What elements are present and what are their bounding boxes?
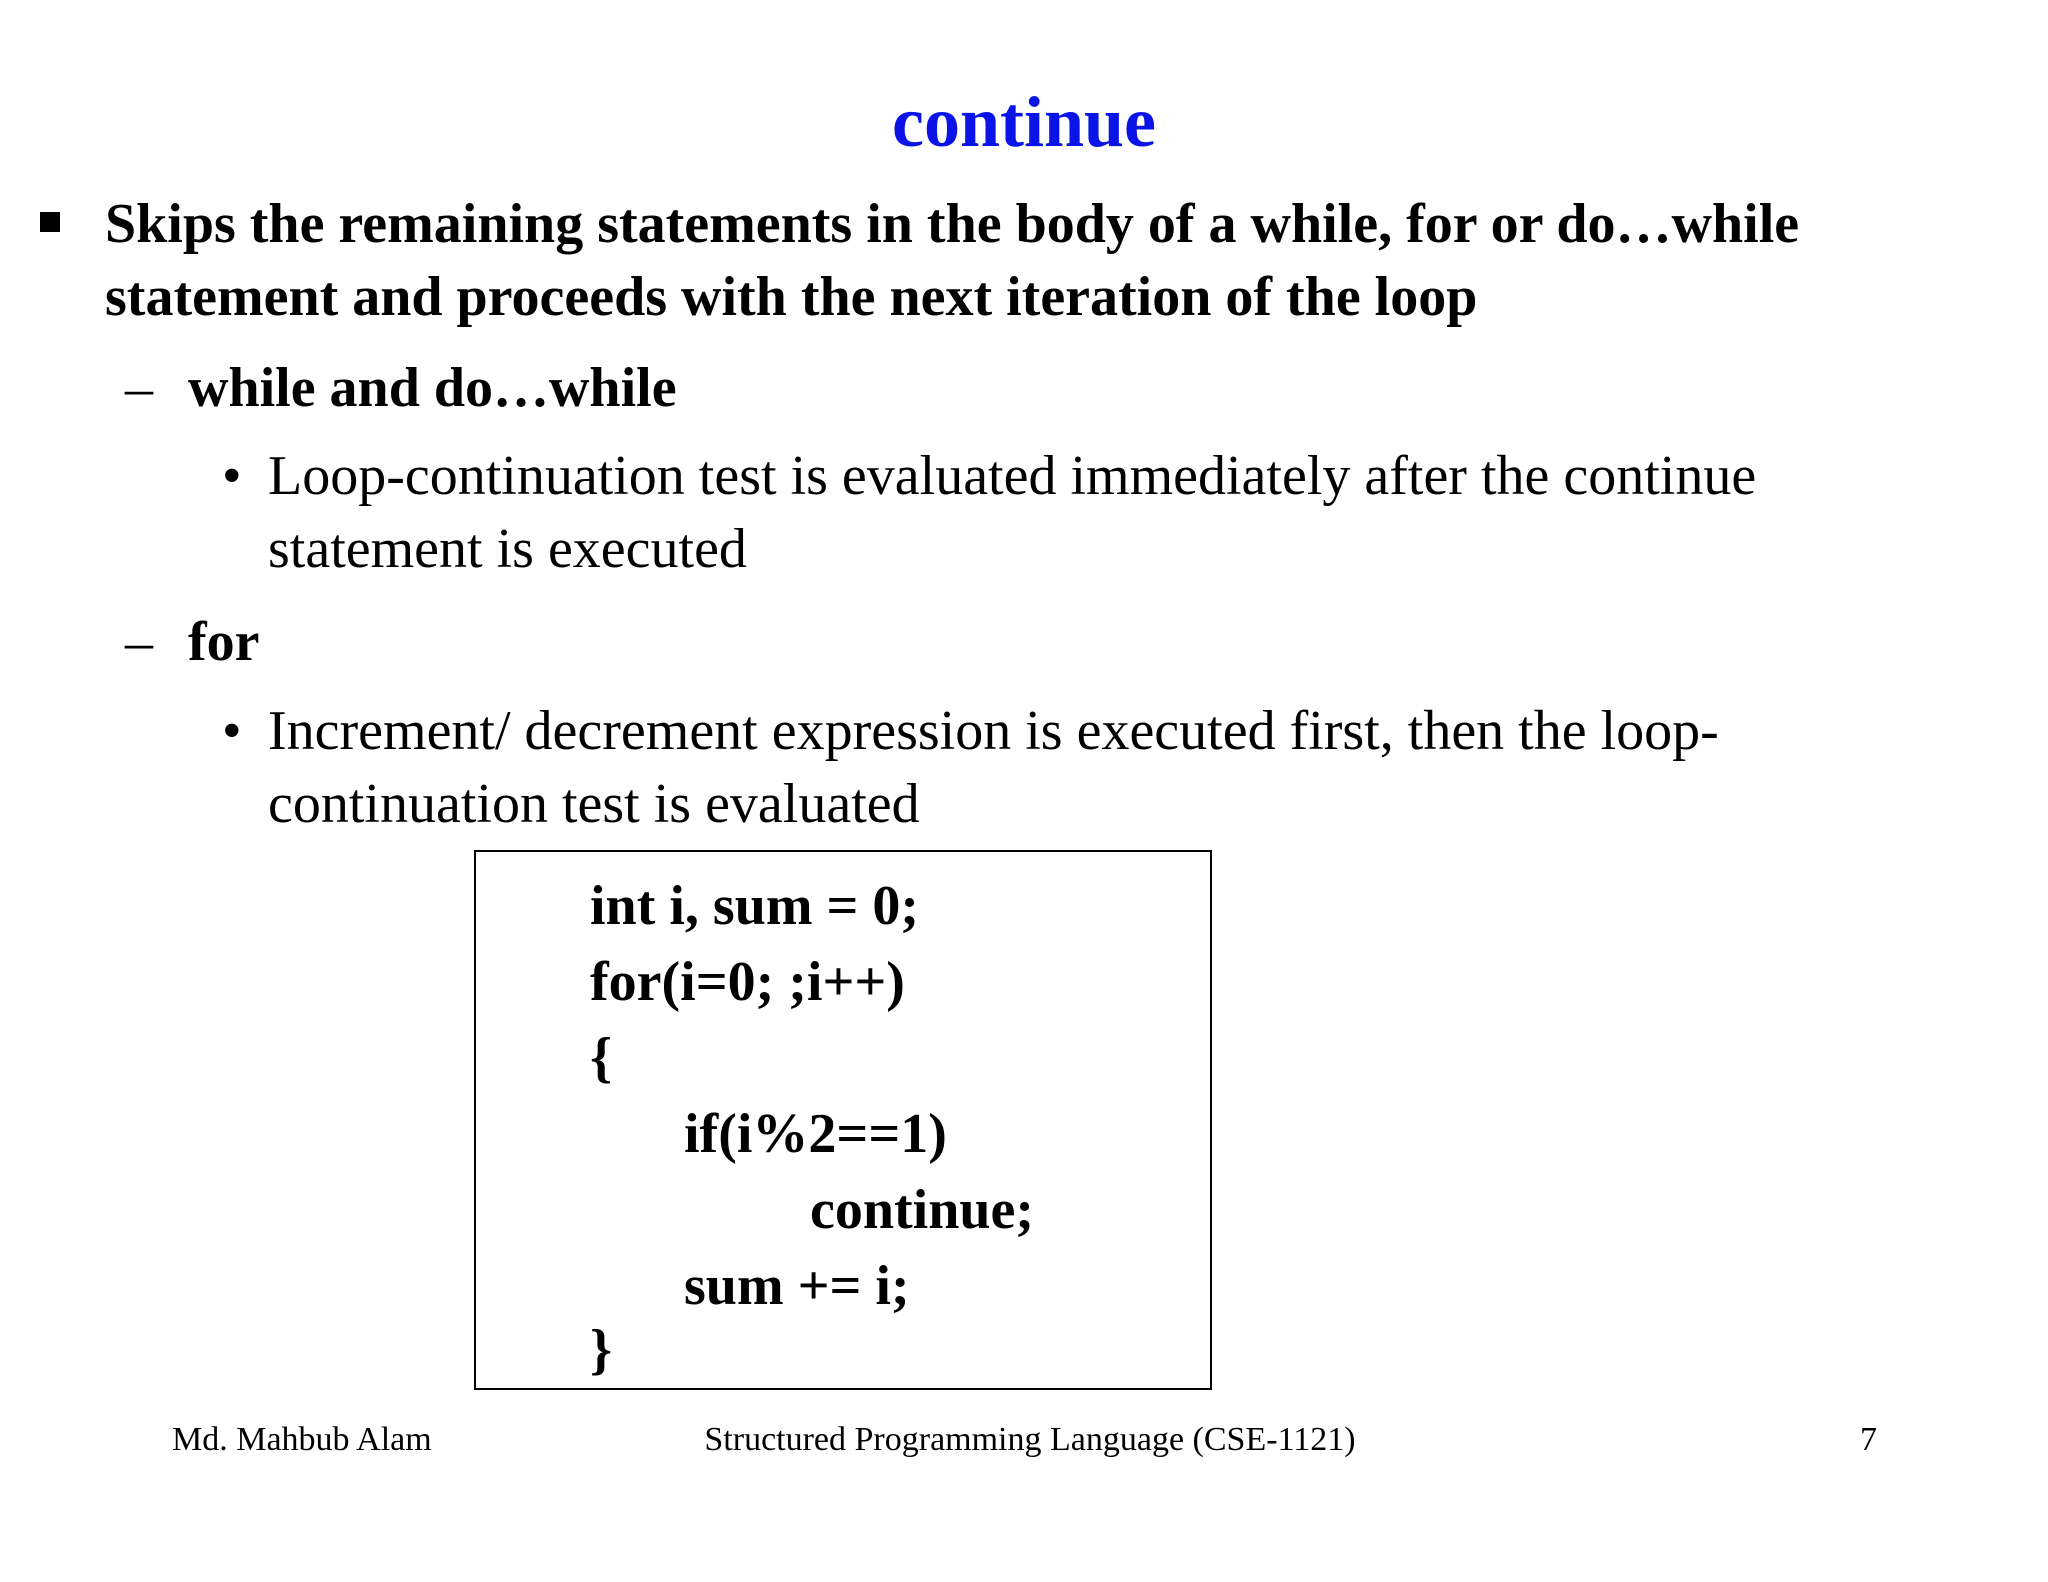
code-line: continue; (810, 1179, 1034, 1241)
slide-title: continue (891, 82, 1157, 162)
dash-bullet-icon: – (125, 611, 153, 673)
sub-item-label: while and do…while (188, 357, 677, 419)
code-line: { (590, 1027, 613, 1089)
sub-item-label: for (188, 611, 260, 673)
dash-bullet-icon: – (125, 357, 153, 419)
code-box (474, 850, 1212, 1390)
code-line: int i, sum = 0; (590, 875, 920, 937)
footer-course: Structured Programming Language (CSE-1121) (704, 1421, 1356, 1458)
dot-bullet-icon: • (222, 445, 242, 507)
code-line: sum += i; (684, 1255, 910, 1317)
square-bullet-icon (40, 212, 60, 232)
dot-bullet-icon: • (222, 700, 242, 762)
detail-text: Increment/ decrement expression is executed first, then the loop-continuation test is evaluated (268, 700, 1719, 835)
code-line: if(i%2==1) (684, 1103, 947, 1165)
code-line: } (590, 1319, 613, 1381)
code-line: for(i=0; ;i++) (590, 951, 905, 1013)
detail-text: Loop-continuation test is evaluated immediately after the continue statement is executed (268, 445, 1757, 580)
page-number: 7 (1860, 1421, 1877, 1458)
footer-author: Md. Mahbub Alam (172, 1421, 432, 1458)
main-bullet-text: Skips the remaining statements in the body of a while, for or do…while statement and proceeds with the next iteration of the loop (105, 193, 1800, 328)
